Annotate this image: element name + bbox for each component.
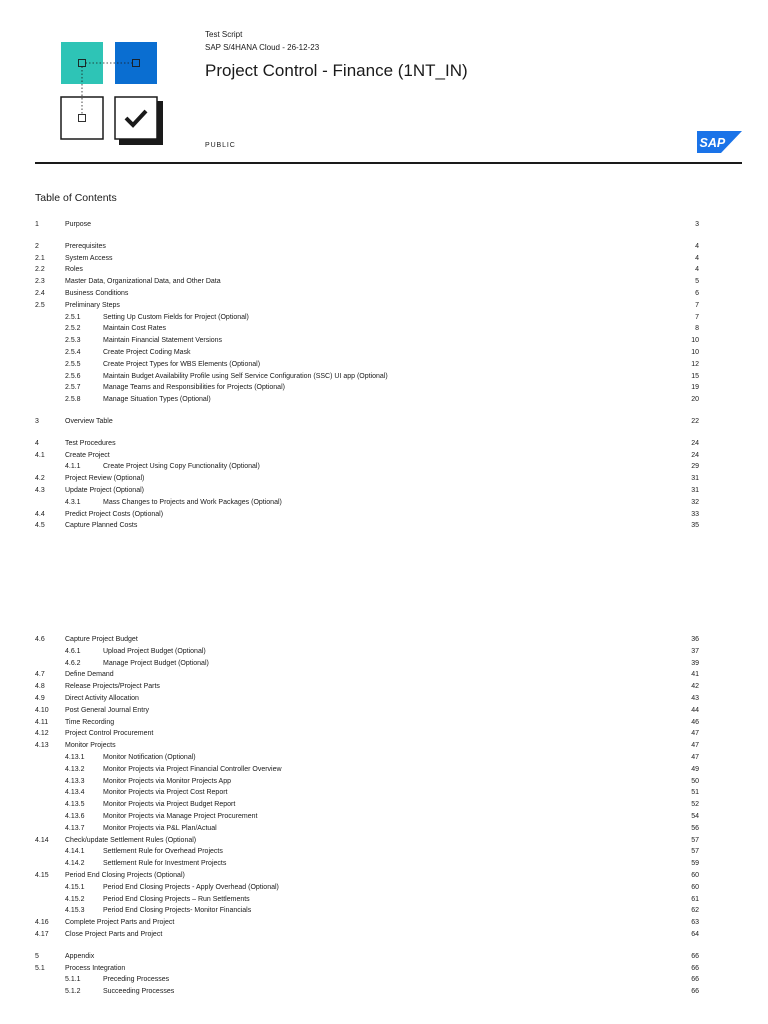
toc-entry-number: 5.1.2 (65, 988, 81, 996)
toc-entry-page: 8 (695, 325, 699, 333)
toc-entry[interactable] (35, 473, 699, 485)
toc-entry-page: 7 (695, 301, 699, 309)
toc-entry-title: Setting Up Custom Fields for Project (Optional) (103, 313, 249, 321)
toc-entry-title: System Access (65, 254, 113, 262)
toc-entry-number: 4.14 (35, 836, 49, 844)
toc-entry-title: Create Project (65, 451, 110, 459)
toc-entry-number: 5.1.1 (65, 976, 81, 984)
toc-entry-title: Capture Project Budget (65, 636, 138, 643)
toc-entry-title: Upload Project Budget (Optional) (103, 647, 206, 655)
toc-entry-page: 46 (691, 718, 699, 726)
toc-entry-title: Project Control Procurement (65, 730, 154, 738)
toc-entry-number: 4.14.1 (65, 848, 85, 856)
toc-entry-number: 4.13.6 (65, 812, 85, 820)
toc-entry-number: 2.5.1 (65, 313, 81, 321)
toc-entry-title: Close Project Parts and Project (65, 930, 163, 938)
checkbox-square-icon (115, 97, 157, 139)
toc-entry[interactable] (35, 882, 699, 894)
toc-entry-number: 4.13.7 (65, 824, 85, 832)
toc-entry-number: 4.12 (35, 730, 49, 738)
toc-entry[interactable] (35, 929, 699, 941)
toc-entry-number: 4.6 (35, 636, 45, 643)
toc-entry-page: 64 (691, 930, 699, 938)
toc-entry-number: 4.15.3 (65, 907, 85, 915)
toc-entry[interactable] (35, 894, 699, 906)
toc-entry-page: 12 (691, 360, 699, 368)
toc-entry-title: Predict Project Costs (Optional) (65, 510, 164, 518)
toc-entry-number: 1 (35, 221, 39, 228)
toc-entry[interactable] (35, 288, 699, 300)
toc-entry-title: Complete Project Parts and Project (65, 919, 175, 927)
toc-entry-page: 24 (691, 439, 699, 447)
toc-entry-page: 47 (691, 742, 699, 750)
toc-entry-number: 2.4 (35, 289, 45, 297)
toc-entry-number: 4.7 (35, 671, 45, 679)
toc-entry-page: 22 (691, 417, 699, 425)
toc-entry-title: Maintain Financial Statement Versions (103, 337, 223, 345)
toc-entry-page: 15 (691, 372, 699, 380)
toc-entry[interactable] (35, 787, 699, 799)
toc-entry-title: Check/update Settlement Rules (Optional) (65, 836, 197, 844)
toc-entry-page: 43 (691, 694, 699, 702)
toc-entry[interactable] (35, 509, 699, 521)
toc-entry[interactable] (35, 905, 699, 917)
toc-entry-page: 66 (691, 952, 699, 960)
toc-entry-number: 4.15.2 (65, 895, 85, 903)
toc-entry-title: Roles (65, 266, 83, 274)
toc-entry[interactable] (35, 764, 699, 776)
toc-entry[interactable] (35, 312, 699, 324)
toc-heading: Table of Contents (35, 192, 117, 204)
toc-entry[interactable] (35, 776, 699, 788)
toc-entry[interactable] (35, 974, 699, 986)
toc-entry[interactable] (35, 951, 699, 963)
toc-entry[interactable] (35, 681, 699, 693)
toc-entry-page: 19 (691, 384, 699, 392)
toc-entry-page: 33 (691, 510, 699, 518)
toc-entry-page: 29 (691, 463, 699, 471)
toc-entry[interactable] (35, 382, 699, 394)
toc-entry-number: 4.11 (35, 718, 49, 726)
toc-entry-page: 60 (691, 883, 699, 891)
toc-entry[interactable] (35, 669, 699, 681)
toc-entry-page: 31 (691, 475, 699, 483)
toc-entry-page: 42 (691, 683, 699, 691)
toc-entry-title: Period End Closing Projects- Monitor Financials (103, 907, 252, 915)
sap-logo (697, 131, 742, 153)
toc-entry-number: 2.2 (35, 266, 45, 274)
toc-entry-title: Capture Planned Costs (65, 522, 138, 530)
toc-entry-number: 4.8 (35, 683, 45, 691)
toc-entry-title: Period End Closing Projects - Apply Overhead (Optional) (103, 883, 279, 891)
toc-entry[interactable] (35, 241, 699, 253)
document-type: Test Script (205, 30, 243, 39)
toc-entry-title: Succeeding Processes (103, 988, 175, 996)
toc-entry-number: 4 (35, 439, 39, 447)
toc-entry-number: 4.3 (35, 486, 45, 494)
toc-entry-page: 49 (691, 765, 699, 773)
toc-entry-page: 62 (691, 907, 699, 915)
toc-entry[interactable] (35, 347, 699, 359)
toc-entry-title: Process Integration (65, 964, 126, 972)
toc-entry-title: Post General Journal Entry (65, 706, 150, 714)
toc-entry-number: 5 (35, 952, 39, 960)
toc-entry-title: Create Project Types for WBS Elements (Optional) (103, 360, 261, 368)
toc-entry-title: Monitor Projects via Manage Project Procurement (103, 812, 258, 820)
toc-entry-title: Purpose (65, 221, 92, 228)
toc-entry[interactable] (35, 394, 699, 406)
toc-entry-number: 2.5.6 (65, 372, 81, 380)
toc-entry-title: Define Demand (65, 671, 114, 679)
toc-entry-title: Monitor Projects via Project Financial Controller Overview (103, 765, 282, 773)
toc-entry-page: 31 (691, 486, 699, 494)
toc-entry[interactable] (35, 461, 699, 473)
toc-entry-page: 39 (691, 659, 699, 667)
toc-entry-number: 2.1 (35, 254, 45, 262)
toc-entry-number: 2.3 (35, 278, 45, 286)
toc-entry-title: Monitor Projects via Project Budget Report (103, 801, 236, 809)
toc-entry-page: 4 (695, 254, 699, 262)
toc-entry-title: Monitor Projects via Project Cost Report (103, 789, 228, 797)
toc-entry[interactable] (35, 634, 699, 646)
toc-entry-number: 4.3.1 (65, 498, 81, 506)
toc-entry[interactable] (35, 359, 699, 371)
toc-entry-number: 4.14.2 (65, 860, 85, 868)
toc-entry[interactable] (35, 728, 699, 740)
toc-entry-title: Preliminary Steps (65, 301, 120, 309)
toc-entry-number: 4.13.4 (65, 789, 85, 797)
toc-entry-title: Create Project Using Copy Functionality (Optional) (103, 463, 260, 471)
toc-entry-number: 4.13 (35, 742, 49, 750)
toc-entry[interactable] (35, 870, 699, 882)
toc-entry-number: 2.5.5 (65, 360, 81, 368)
toc-entry-page: 4 (695, 242, 699, 250)
toc-entry-number: 4.4 (35, 510, 45, 518)
toc-entry[interactable] (35, 253, 699, 265)
toc-entry-page: 41 (691, 671, 699, 679)
toc-entry-title: Preceding Processes (103, 976, 170, 984)
toc-entry-number: 4.5 (35, 522, 45, 530)
toc-entry-title: Monitor Projects via Monitor Projects App (103, 777, 231, 785)
toc-entry[interactable] (35, 835, 699, 847)
toc-entry-page: 59 (691, 860, 699, 868)
toc-entry-page: 10 (691, 337, 699, 345)
toc-entry-page: 66 (691, 988, 699, 996)
toc-entry-title: Maintain Budget Availability Profile using Self Service Configuration (SSC) UI app (Optional) (103, 372, 388, 380)
toc-entry-number: 2.5 (35, 301, 45, 309)
toc-entry-page: 57 (691, 836, 699, 844)
toc-entry-page: 10 (691, 348, 699, 356)
toc-entry-title: Direct Activity Allocation (65, 694, 139, 702)
toc-entry-page: 37 (691, 647, 699, 655)
toc-entry-number: 4.2 (35, 475, 45, 483)
toc-entry-title: Monitor Notification (Optional) (103, 753, 196, 761)
toc-entry-page: 66 (691, 964, 699, 972)
document-logo-graphic (0, 0, 200, 160)
toc-entry-title: Settlement Rule for Investment Projects (103, 860, 227, 868)
toc-entry-number: 2.5.3 (65, 337, 81, 345)
toc-entry-title: Project Review (Optional) (65, 475, 145, 483)
toc-entry[interactable] (35, 658, 699, 670)
toc-entry[interactable] (35, 450, 699, 462)
toc-entry-number: 4.1 (35, 451, 45, 459)
toc-entry-number: 4.13.5 (65, 801, 85, 809)
toc-entry-title: Period End Closing Projects (Optional) (65, 871, 185, 879)
toc-entry[interactable] (35, 693, 699, 705)
toc-list-first-block (35, 219, 699, 532)
toc-entry[interactable] (35, 799, 699, 811)
toc-entry-title: Manage Situation Types (Optional) (103, 396, 211, 404)
toc-entry[interactable] (35, 300, 699, 312)
toc-entry-number: 2.5.7 (65, 384, 81, 392)
toc-entry-title: Maintain Cost Rates (103, 325, 167, 333)
toc-entry[interactable] (35, 497, 699, 509)
toc-entry-number: 4.6.1 (65, 647, 81, 655)
toc-entry-page: 20 (691, 396, 699, 404)
toc-entry-title: Monitor Projects (65, 742, 116, 750)
toc-entry-page: 61 (691, 895, 699, 903)
toc-entry-page: 63 (691, 919, 699, 927)
document-meta: SAP S/4HANA Cloud - 26-12-23 (205, 43, 320, 52)
toc-entry-number: 4.10 (35, 706, 49, 714)
toc-entry-page: 36 (691, 636, 699, 643)
toc-entry[interactable] (35, 371, 699, 383)
toc-entry-title: Update Project (Optional) (65, 486, 144, 494)
toc-entry-page: 47 (691, 753, 699, 761)
header-divider (35, 162, 742, 164)
toc-entry-page: 35 (691, 522, 699, 530)
toc-entry-title: Manage Teams and Responsibilities for Projects (Optional) (103, 384, 285, 392)
toc-entry-number: 4.1.1 (65, 463, 81, 471)
svg-text:SAP: SAP (699, 136, 726, 150)
toc-entry-page: 7 (695, 313, 699, 321)
toc-entry-number: 4.13.3 (65, 777, 85, 785)
toc-entry-page: 44 (691, 706, 699, 714)
toc-entry[interactable] (35, 335, 699, 347)
toc-entry[interactable] (35, 416, 699, 428)
toc-entry[interactable] (35, 986, 699, 998)
toc-entry[interactable] (35, 264, 699, 276)
toc-entry-number: 2.5.4 (65, 348, 81, 356)
toc-entry[interactable] (35, 520, 699, 532)
toc-entry[interactable] (35, 917, 699, 929)
toc-entry-number: 4.16 (35, 919, 49, 927)
toc-entry-page: 4 (695, 266, 699, 274)
toc-entry-number: 4.6.2 (65, 659, 81, 667)
toc-entry-page: 32 (691, 498, 699, 506)
toc-entry-title: Prerequisites (65, 242, 106, 250)
toc-entry-page: 50 (691, 777, 699, 785)
toc-entry[interactable] (35, 811, 699, 823)
toc-entry-page: 60 (691, 871, 699, 879)
toc-entry-title: Mass Changes to Projects and Work Packages (Optional) (103, 498, 282, 506)
toc-entry[interactable] (35, 219, 699, 231)
toc-entry[interactable] (35, 705, 699, 717)
toc-entry-page: 3 (695, 221, 699, 228)
toc-entry[interactable] (35, 717, 699, 729)
toc-entry-page: 56 (691, 824, 699, 832)
toc-entry-title: Monitor Projects via P&L Plan/Actual (103, 824, 217, 832)
toc-entry-page: 5 (695, 278, 699, 286)
toc-entry-number: 2.5.8 (65, 396, 81, 404)
toc-entry-number: 4.15.1 (65, 883, 85, 891)
toc-entry[interactable] (35, 740, 699, 752)
toc-entry[interactable] (35, 323, 699, 335)
toc-entry[interactable] (35, 646, 699, 658)
toc-entry-number: 5.1 (35, 964, 45, 972)
toc-entry-title: Business Conditions (65, 289, 129, 297)
toc-entry-page: 52 (691, 801, 699, 809)
toc-entry-page: 66 (691, 976, 699, 984)
toc-entry-page: 6 (695, 289, 699, 297)
toc-entry-title: Master Data, Organizational Data, and Other Data (65, 278, 221, 286)
toc-entry-title: Period End Closing Projects – Run Settlements (103, 895, 250, 903)
toc-entry-title: Test Procedures (65, 439, 116, 447)
toc-entry-page: 51 (691, 789, 699, 797)
toc-entry[interactable] (35, 858, 699, 870)
toc-entry[interactable] (35, 963, 699, 975)
toc-entry[interactable] (35, 752, 699, 764)
toc-entry-page: 54 (691, 812, 699, 820)
toc-entry-title: Appendix (65, 952, 95, 960)
toc-entry-page: 57 (691, 848, 699, 856)
toc-entry-number: 4.13.1 (65, 753, 85, 761)
toc-entry[interactable] (35, 485, 699, 497)
toc-entry[interactable] (35, 276, 699, 288)
toc-entry-page: 47 (691, 730, 699, 738)
toc-entry[interactable] (35, 846, 699, 858)
classification-label: PUBLIC (205, 142, 236, 149)
document-title: Project Control - Finance (1NT_IN) (205, 61, 468, 80)
toc-entry-title: Time Recording (65, 718, 115, 726)
toc-entry[interactable] (35, 823, 699, 835)
toc-entry-title: Create Project Coding Mask (103, 348, 191, 356)
toc-entry-title: Settlement Rule for Overhead Projects (103, 848, 223, 856)
toc-entry-number: 4.9 (35, 694, 45, 702)
toc-entry-title: Release Projects/Project Parts (65, 683, 160, 691)
toc-list-second-block (35, 634, 699, 998)
toc-entry-number: 3 (35, 417, 39, 425)
toc-entry-number: 2.5.2 (65, 325, 81, 333)
toc-entry-number: 4.13.2 (65, 765, 85, 773)
toc-entry-title: Overview Table (65, 417, 113, 425)
toc-entry[interactable] (35, 438, 699, 450)
toc-entry-number: 2 (35, 242, 39, 250)
toc-entry-number: 4.15 (35, 871, 49, 879)
toc-entry-number: 4.17 (35, 930, 49, 938)
toc-entry-title: Manage Project Budget (Optional) (103, 659, 209, 667)
toc-entry-page: 24 (691, 451, 699, 459)
